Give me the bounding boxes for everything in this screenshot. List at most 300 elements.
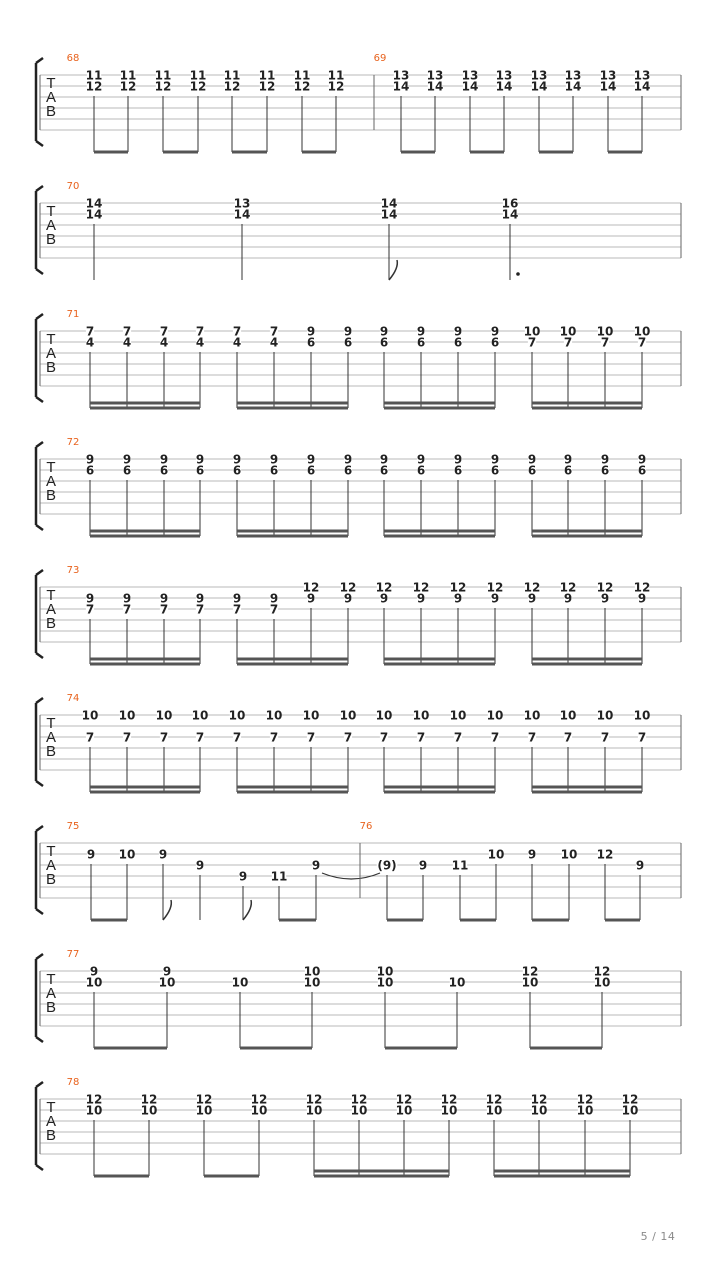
fret-number: 14 (564, 79, 582, 94)
fret-number: 11 (223, 68, 241, 83)
fret-number: 7 (159, 730, 169, 745)
note-beam (90, 658, 200, 661)
tab-clef-letter: A (45, 89, 57, 106)
fret-number: 12 (596, 580, 614, 595)
fret-number: 12 (250, 1092, 268, 1107)
fret-number: 7 (232, 324, 242, 339)
fret-number: 13 (564, 68, 582, 83)
fret-number: 10 (85, 1103, 103, 1118)
tab-clef-letter: A (45, 601, 57, 618)
fret-number: 10 (559, 324, 577, 339)
fret-number: 9 (122, 452, 132, 467)
fret-number: 12 (633, 580, 651, 595)
note-beam (401, 151, 435, 154)
fret-number: 10 (339, 708, 357, 723)
fret-number: 6 (122, 463, 132, 478)
fret-number: 12 (85, 1092, 103, 1107)
tab-clef-letter: T (46, 331, 56, 348)
measure-number: 76 (359, 821, 373, 832)
note-beam (314, 1170, 449, 1173)
fret-number: 14 (426, 79, 444, 94)
fret-number: 7 (527, 730, 537, 745)
note-beam (494, 1170, 630, 1173)
fret-number: 13 (426, 68, 444, 83)
note-beam (314, 1175, 449, 1178)
fret-number: 14 (380, 196, 398, 211)
fret-number: 9 (418, 858, 428, 873)
fret-number: 7 (122, 324, 132, 339)
fret-number: 14 (461, 79, 479, 94)
tab-clef-letter: B (45, 359, 57, 376)
fret-number: 7 (306, 730, 316, 745)
fret-number: 12 (486, 580, 504, 595)
dot (516, 272, 520, 276)
fret-number: 7 (600, 335, 610, 350)
fret-number: 10 (596, 708, 614, 723)
fret-number: 9 (637, 452, 647, 467)
fret-number: 13 (495, 68, 513, 83)
tab-clef-letter: T (46, 587, 56, 604)
fret-number: 9 (269, 452, 279, 467)
fret-number: 12 (154, 79, 172, 94)
fret-number: 10 (523, 708, 541, 723)
note-beam (237, 663, 348, 666)
fret-number: 10 (375, 708, 393, 723)
note-beam (384, 402, 495, 405)
tab-system (36, 693, 681, 794)
note-beam (90, 791, 200, 794)
fret-number: 14 (392, 79, 410, 94)
fret-number: 6 (490, 463, 500, 478)
fret-number: 9 (379, 591, 389, 606)
fret-number: 14 (233, 207, 251, 222)
measure-number: 68 (66, 53, 80, 64)
fret-number: 10 (250, 1103, 268, 1118)
fret-number: 7 (563, 335, 573, 350)
note-beam (279, 919, 316, 922)
fret-number: 6 (600, 463, 610, 478)
note-beam (94, 1047, 167, 1050)
fret-number: 12 (521, 964, 539, 979)
fret-number: 10 (118, 708, 136, 723)
note-beam (384, 535, 495, 538)
fret-number: 11 (119, 68, 137, 83)
fret-number: 10 (559, 708, 577, 723)
note-beam (94, 151, 128, 154)
fret-number: 12 (395, 1092, 413, 1107)
fret-number: 10 (231, 975, 249, 990)
fret-number: 6 (637, 463, 647, 478)
fret-number: 10 (485, 1103, 503, 1118)
fret-number: 6 (416, 463, 426, 478)
fret-number: 9 (238, 869, 248, 884)
fret-number: 7 (122, 730, 132, 745)
fret-number: 7 (85, 324, 95, 339)
note-beam (237, 791, 348, 794)
tab-clef-letter: A (45, 473, 57, 490)
note-beam (90, 786, 200, 789)
fret-number: 12 (440, 1092, 458, 1107)
fret-number: 9 (85, 452, 95, 467)
note-beam (384, 786, 495, 789)
fret-number: 10 (191, 708, 209, 723)
fret-number: 6 (343, 335, 353, 350)
fret-number: 10 (449, 708, 467, 723)
note-beam (237, 407, 348, 410)
fret-number: 12 (302, 580, 320, 595)
tab-clef-letter: A (45, 345, 57, 362)
fret-number: 9 (637, 591, 647, 606)
fret-number: 10 (530, 1103, 548, 1118)
fret-number: 12 (189, 79, 207, 94)
fret-number: 9 (232, 452, 242, 467)
tab-clef-letter: T (46, 715, 56, 732)
fret-number: 9 (195, 591, 205, 606)
fret-number: 6 (306, 463, 316, 478)
note-beam (204, 1175, 259, 1178)
tab-system (36, 437, 681, 538)
fret-number: 14 (530, 79, 548, 94)
note-beam (237, 530, 348, 533)
fret-number: 9 (195, 858, 205, 873)
fret-number: 10 (486, 708, 504, 723)
measure-number: 70 (66, 181, 80, 192)
fret-number: 10 (265, 708, 283, 723)
fret-number: 10 (350, 1103, 368, 1118)
fret-number: 12 (350, 1092, 368, 1107)
fret-number: 9 (600, 452, 610, 467)
fret-number: 13 (530, 68, 548, 83)
note-beam (90, 663, 200, 666)
note-beam (90, 402, 200, 405)
fret-number: 7 (122, 602, 132, 617)
note-beam (240, 1047, 312, 1050)
fret-number: 9 (89, 964, 99, 979)
fret-number: 10 (195, 1103, 213, 1118)
fret-number: 6 (379, 463, 389, 478)
fret-number: 10 (633, 324, 651, 339)
fret-number: 10 (621, 1103, 639, 1118)
tab-clef-letter: B (45, 999, 57, 1016)
fret-number: 12 (596, 847, 614, 862)
tab-clef-letter: T (46, 1099, 56, 1116)
fret-number: 12 (223, 79, 241, 94)
tab-clef-letter: T (46, 203, 56, 220)
fret-number: 12 (293, 79, 311, 94)
fret-number: 7 (416, 730, 426, 745)
tab-system (36, 565, 681, 666)
fret-number: 9 (158, 847, 168, 862)
tab-clef-letter: B (45, 231, 57, 248)
fret-number: 10 (118, 847, 136, 862)
fret-number: 11 (258, 68, 276, 83)
fret-number: (9) (377, 858, 397, 873)
fret-number: 6 (343, 463, 353, 478)
note-beam (530, 1047, 602, 1050)
fret-number: 9 (159, 452, 169, 467)
fret-number: 6 (527, 463, 537, 478)
fret-number: 14 (599, 79, 617, 94)
fret-number: 10 (303, 975, 321, 990)
note-beam (91, 919, 127, 922)
fret-number: 9 (122, 591, 132, 606)
tab-clef-letter: B (45, 743, 57, 760)
tab-clef-letter: A (45, 1113, 57, 1130)
fret-number: 11 (327, 68, 345, 83)
fret-number: 9 (232, 591, 242, 606)
fret-number: 9 (563, 452, 573, 467)
fret-number: 12 (485, 1092, 503, 1107)
tab-system (36, 53, 681, 154)
note-beam (460, 919, 496, 922)
fret-number: 7 (379, 730, 389, 745)
fret-number: 7 (159, 324, 169, 339)
fret-number: 12 (593, 964, 611, 979)
fret-number: 10 (228, 708, 246, 723)
tab-clef-letter: T (46, 459, 56, 476)
fret-number: 7 (563, 730, 573, 745)
fret-number: 6 (195, 463, 205, 478)
measure-number: 72 (66, 437, 80, 448)
fret-number: 12 (523, 580, 541, 595)
fret-number: 13 (392, 68, 410, 83)
note-beam (532, 919, 569, 922)
fret-number: 9 (86, 847, 96, 862)
fret-number: 10 (155, 708, 173, 723)
tab-clef-letter: A (45, 217, 57, 234)
measure-number: 75 (66, 821, 80, 832)
fret-number: 11 (293, 68, 311, 83)
note-beam (384, 407, 495, 410)
fret-number: 13 (461, 68, 479, 83)
note-beam (90, 530, 200, 533)
fret-number: 9 (343, 324, 353, 339)
tab-system (36, 949, 681, 1050)
fret-number: 11 (189, 68, 207, 83)
fret-number: 10 (395, 1103, 413, 1118)
fret-number: 10 (523, 324, 541, 339)
fret-number: 7 (453, 730, 463, 745)
fret-number: 10 (521, 975, 539, 990)
fret-number: 9 (490, 591, 500, 606)
fret-number: 9 (453, 324, 463, 339)
fret-number: 12 (375, 580, 393, 595)
tab-system (36, 1077, 681, 1178)
measure-number: 73 (66, 565, 80, 576)
fret-number: 10 (302, 708, 320, 723)
fret-number: 9 (416, 591, 426, 606)
tab-system (36, 309, 681, 410)
fret-number: 7 (232, 602, 242, 617)
fret-number: 10 (305, 1103, 323, 1118)
fret-number: 10 (303, 964, 321, 979)
fret-number: 12 (258, 79, 276, 94)
fret-number: 9 (269, 591, 279, 606)
fret-number: 6 (563, 463, 573, 478)
fret-number: 9 (600, 591, 610, 606)
measure-number: 77 (66, 949, 80, 960)
note-beam (387, 919, 423, 922)
note-beam (237, 786, 348, 789)
measure-number: 69 (373, 53, 387, 64)
fret-number: 9 (453, 452, 463, 467)
fret-number: 10 (376, 975, 394, 990)
tab-clef-letter: A (45, 857, 57, 874)
tab-system (36, 821, 681, 922)
fret-number: 10 (596, 324, 614, 339)
fret-number: 14 (633, 79, 651, 94)
measure-number: 71 (66, 309, 80, 320)
note-beam (608, 151, 642, 154)
note-beam (470, 151, 504, 154)
note-beam (90, 535, 200, 538)
fret-number: 12 (530, 1092, 548, 1107)
note-beam (384, 530, 495, 533)
fret-number: 6 (416, 335, 426, 350)
fret-number: 12 (339, 580, 357, 595)
fret-number: 4 (232, 335, 242, 350)
tab-clef-letter: T (46, 75, 56, 92)
note-flag (389, 260, 397, 280)
tab-clef-letter: B (45, 615, 57, 632)
fret-number: 12 (195, 1092, 213, 1107)
fret-number: 6 (306, 335, 316, 350)
fret-number: 11 (154, 68, 172, 83)
fret-number: 9 (490, 452, 500, 467)
fret-number: 9 (416, 324, 426, 339)
fret-number: 10 (487, 847, 505, 862)
fret-number: 9 (159, 591, 169, 606)
fret-number: 12 (559, 580, 577, 595)
note-beam (532, 658, 642, 661)
fret-number: 9 (306, 452, 316, 467)
tab-clef-letter: T (46, 971, 56, 988)
note-beam (532, 786, 642, 789)
fret-number: 14 (495, 79, 513, 94)
fret-number: 9 (311, 858, 321, 873)
fret-number: 6 (453, 335, 463, 350)
note-beam (532, 407, 642, 410)
measure-number: 78 (66, 1077, 80, 1088)
fret-number: 7 (343, 730, 353, 745)
fret-number: 4 (159, 335, 169, 350)
note-beam (385, 1047, 457, 1050)
fret-number: 4 (122, 335, 132, 350)
fret-number: 7 (269, 602, 279, 617)
fret-number: 9 (379, 324, 389, 339)
fret-number: 10 (440, 1103, 458, 1118)
fret-number: 14 (380, 207, 398, 222)
fret-number: 6 (232, 463, 242, 478)
fret-number: 9 (453, 591, 463, 606)
measure-number: 74 (66, 693, 80, 704)
fret-number: 10 (633, 708, 651, 723)
fret-number: 7 (269, 324, 279, 339)
fret-number: 10 (81, 708, 99, 723)
fret-number: 11 (85, 68, 103, 83)
fret-number: 13 (233, 196, 251, 211)
fret-number: 13 (599, 68, 617, 83)
fret-number: 4 (85, 335, 95, 350)
fret-number: 10 (85, 975, 103, 990)
tab-clef-letter: B (45, 871, 57, 888)
fret-number: 13 (633, 68, 651, 83)
fret-number: 10 (593, 975, 611, 990)
fret-number: 7 (490, 730, 500, 745)
note-beam (532, 402, 642, 405)
note-flag (243, 900, 251, 920)
fret-number: 16 (501, 196, 519, 211)
note-beam (384, 791, 495, 794)
fret-number: 6 (269, 463, 279, 478)
note-beam (237, 658, 348, 661)
tab-clef-letter: A (45, 985, 57, 1002)
fret-number: 9 (306, 324, 316, 339)
note-beam (532, 791, 642, 794)
fret-number: 10 (412, 708, 430, 723)
fret-number: 10 (560, 847, 578, 862)
fret-number: 7 (159, 602, 169, 617)
fret-number: 12 (576, 1092, 594, 1107)
fret-number: 7 (195, 324, 205, 339)
fret-number: 9 (527, 847, 537, 862)
note-beam (90, 407, 200, 410)
fret-number: 12 (85, 79, 103, 94)
tab-clef-letter: A (45, 729, 57, 746)
note-beam (532, 530, 642, 533)
fret-number: 10 (448, 975, 466, 990)
fret-number: 12 (140, 1092, 158, 1107)
note-beam (94, 1175, 149, 1178)
fret-number: 14 (501, 207, 519, 222)
fret-number: 9 (635, 858, 645, 873)
fret-number: 6 (159, 463, 169, 478)
note-beam (494, 1175, 630, 1178)
fret-number: 12 (449, 580, 467, 595)
fret-number: 9 (195, 452, 205, 467)
fret-number: 9 (490, 324, 500, 339)
fret-number: 12 (327, 79, 345, 94)
fret-number: 7 (85, 730, 95, 745)
fret-number: 9 (563, 591, 573, 606)
fret-number: 4 (269, 335, 279, 350)
fret-number: 9 (162, 964, 172, 979)
note-beam (302, 151, 336, 154)
fret-number: 6 (85, 463, 95, 478)
fret-number: 6 (453, 463, 463, 478)
note-beam (163, 151, 198, 154)
note-beam (237, 535, 348, 538)
fret-number: 9 (379, 452, 389, 467)
fret-number: 7 (195, 730, 205, 745)
fret-number: 7 (195, 602, 205, 617)
note-beam (384, 663, 495, 666)
note-beam (532, 535, 642, 538)
fret-number: 10 (376, 964, 394, 979)
fret-number: 12 (412, 580, 430, 595)
note-beam (539, 151, 573, 154)
fret-number: 7 (637, 730, 647, 745)
fret-number: 9 (343, 452, 353, 467)
fret-number: 12 (119, 79, 137, 94)
fret-number: 7 (600, 730, 610, 745)
fret-number: 9 (416, 452, 426, 467)
fret-number: 7 (637, 335, 647, 350)
note-beam (232, 151, 267, 154)
fret-number: 9 (343, 591, 353, 606)
tab-system (36, 181, 681, 280)
fret-number: 10 (140, 1103, 158, 1118)
